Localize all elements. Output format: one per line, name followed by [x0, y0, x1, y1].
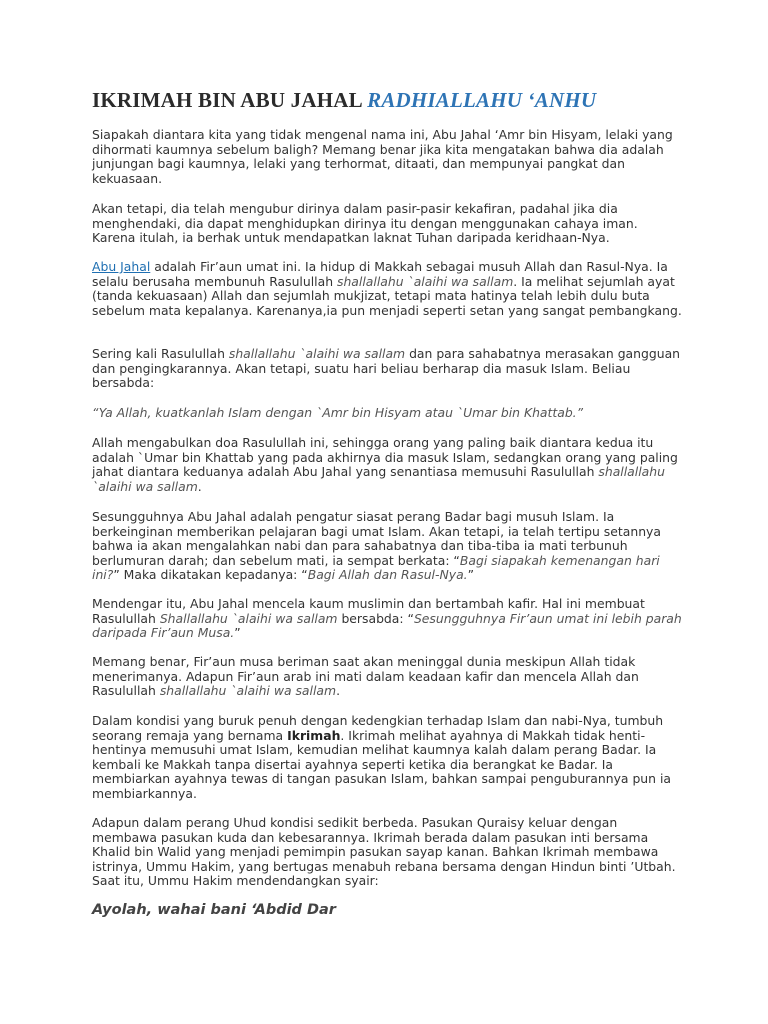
paragraph-4 — [92, 347, 682, 391]
paragraph-10 — [92, 714, 682, 802]
title-main: IKRIMAH BIN ABU JAHAL — [92, 88, 368, 112]
paragraph-4-text: Sering kali Rasulullah — [92, 346, 229, 361]
paragraph-9-text-end: . — [336, 683, 341, 699]
paragraph-7-text: Sesungguhnya Abu Jahal adalah pengatur siasat perang Badar bagi musuh Islam. Ia berkeinginan memberikan pelajaran bagi umat Islam. Akan tetapi, ia telah tertipu setannya bahwa ia akan mengalahkan nabi dan para sahabatnya dan tiba-tiba ia mati terbunuh berlumuran darah; dan sebelum mati, ia sempat berkata: “ — [92, 509, 661, 568]
abu-jahal-link[interactable]: Abu Jahal — [92, 259, 151, 274]
paragraph-8 — [92, 597, 682, 641]
paragraph-8-text-mid: bersabda: “ — [337, 610, 414, 626]
paragraph-6-italic: shallallahu `alaihi wa sallam — [92, 464, 665, 494]
paragraph-8-text-end: ” — [234, 625, 241, 641]
paragraph-7-italic-2: Bagi Allah dan Rasul-Nya. — [307, 567, 468, 583]
paragraph-6-text-end: . — [197, 478, 202, 494]
paragraph-4-text-end: dan para sahabatnya merasakan gangguan dan pengingkarannya. Akan tetapi, suatu hari beliau berharap dia masuk Islam. Beliau bersabda: — [92, 346, 681, 391]
paragraph-7-text-end: ” — [467, 567, 475, 583]
paragraph-7 — [92, 510, 682, 583]
paragraph-9-text: Memang benar, Fir’aun musa beriman saat akan meninggal dunia meskipun Allah tidak menerimanya. Adapun Fir’aun arab ini mati dalam keadaan kafir dan mencela Allah dan Rasulullah — [92, 654, 639, 699]
paragraph-3-text: adalah Fir’aun umat ini. Ia hidup di Makkah sebagai musuh Allah dan Rasul-Nya. Ia selalu berusaha membunuh Rasulullah — [92, 259, 668, 289]
ikrimah-bold-name: Ikrimah — [287, 727, 341, 743]
paragraph-7-text-mid: ” Maka dikatakan kepadanya: “ — [113, 567, 308, 583]
paragraph-7-italic-1: Bagi siapakah kemenangan hari ini? — [92, 552, 660, 583]
paragraph-8-text: Mendengar itu, Abu Jahal mencela kaum muslimin dan bertambah kafir. Hal ini membuat Rasulullah — [92, 596, 645, 626]
paragraph-6-text: Allah mengabulkan doa Rasulullah ini, sehingga orang yang paling baik diantara kedua itu adalah `Umar bin Khattab yang pada akhirnya dia masuk Islam, sedangkan orang yang paling jahat diantara keduanya adalah Abu Jahal yang senantiasa memusuhi Rasulullah — [92, 435, 678, 480]
title-accent: RADHIALLAHU ‘ANHU — [367, 88, 597, 112]
paragraph-9-italic: shallallahu `alaihi wa sallam — [159, 683, 337, 699]
paragraph-11 — [92, 816, 682, 889]
paragraph-9 — [92, 655, 682, 699]
paragraph-10-text: Dalam kondisi yang buruk penuh dengan kedengkian terhadap Islam dan nabi-Nya, tumbuh seorang remaja yang bernama — [92, 713, 664, 743]
paragraph-3-text-end: . Ia melihat sejumlah ayat (tanda kekuasaan) Allah dan sejumlah mukjizat, tetapi mata hatinya telah lebih dulu buta sebelum mata kepalanya. Karenanya,ia pun menjadi seperti setan yang sangat pembangkang. — [92, 273, 682, 318]
paragraph-1 — [92, 128, 682, 186]
paragraph-8-italic-2: Sesungguhnya Fir’aun umat ini lebih parah daripada Fir’aun Musa. — [92, 610, 682, 641]
poem-line: Ayolah, wahai bani ‘Abdid Dar — [92, 902, 336, 918]
paragraph-1-text: Siapakah diantara kita yang tidak mengenal nama ini, Abu Jahal ‘Amr bin Hisyam, lelaki yang dihormati kaumnya sebelum baligh? Memang benar jika kita mengatakan bahwa dia adalah junjungan bagi kaumnya, lelaki yang terhormat, ditaati, dan mempunyai pangkat dan kekuasaan. — [92, 127, 673, 186]
paragraph-4-italic: shallallahu `alaihi wa sallam — [228, 346, 406, 361]
paragraph-2-text: Akan tetapi, dia telah mengubur dirinya dalam pasir-pasir kekafiran, padahal jika dia menghendaki, dia dapat menghidupkan dirinya itu dengan menggunakan cahaya iman. Karena itulah, ia berhak untuk mendapatkan laknat Tuhan daripada keridhaan-Nya. — [92, 201, 638, 246]
quote-line — [92, 406, 682, 421]
paragraph-8-italic-1: Shallallahu `alaihi wa sallam — [159, 610, 338, 626]
paragraph-11-text: Adapun dalam perang Uhud kondisi sedikit berbeda. Pasukan Quraisy keluar dengan membawa pasukan kuda dan kebesarannya. Ikrimah berada dalam pasukan inti bersama Khalid bin Walid yang menjadi pemimpin pasukan sayap kanan. Bahkan Ikrimah membawa istrinya, Ummu Hakim, yang bertugas menabuh rebana bersama dengan Hindun binti ’Utbah. Saat itu, Ummu Hakim mendendangkan syair: — [92, 815, 676, 889]
paragraph-6 — [92, 436, 682, 494]
paragraph-3 — [92, 260, 682, 318]
paragraph-3-italic: shallallahu `alaihi wa sallam — [337, 273, 514, 289]
paragraph-10-text-end: . Ikrimah melihat ayahnya di Makkah tidak henti-hentinya memusuhi umat Islam, kemudian melihat kaumnya kalah dalam perang Badar. Ia kembali ke Makkah tanpa disertai ayahnya seperti ketika dia berangkat ke Badar. Ia membiarkan ayahnya tewas di tangan pasukan Islam, bahkan sampai penguburannya pun ia membiarkannya. — [92, 727, 671, 801]
article-title — [92, 88, 596, 113]
quote-text: “Ya Allah, kuatkanlah Islam dengan `Amr bin Hisyam atau `Umar bin Khattab.” — [92, 405, 584, 420]
paragraph-2 — [92, 202, 682, 246]
